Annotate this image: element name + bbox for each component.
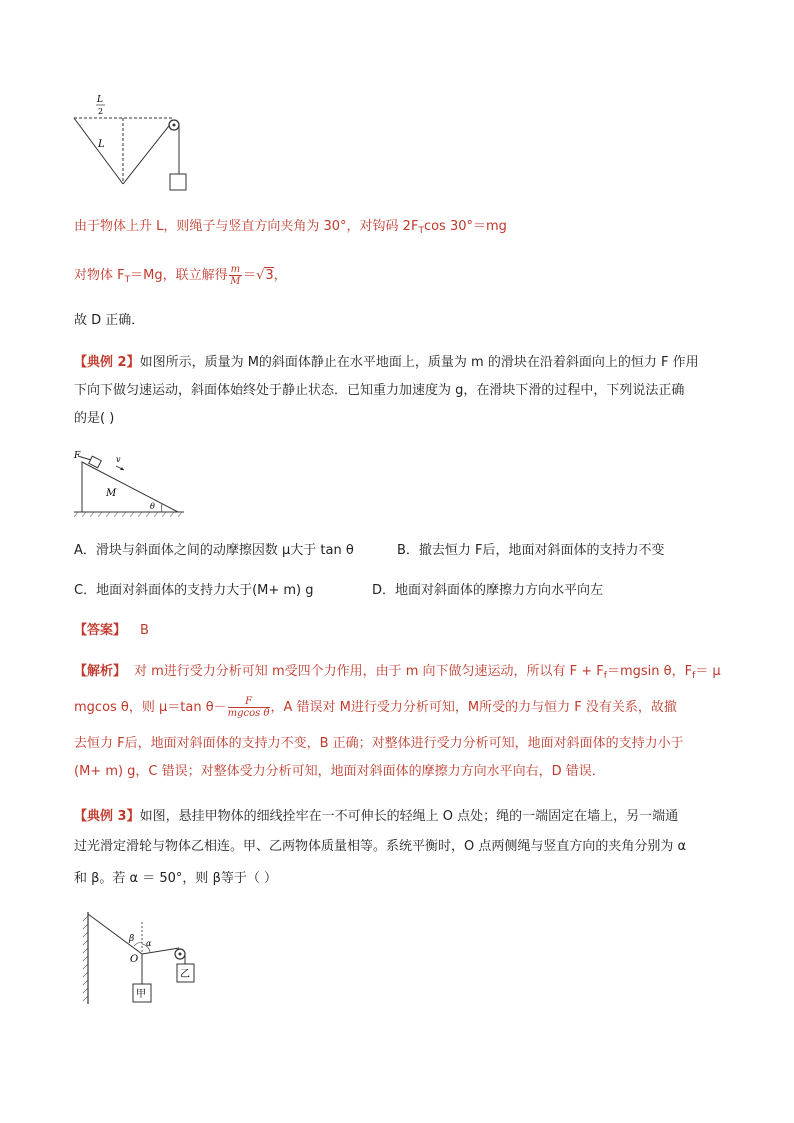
figure-wall-pulley — [76, 908, 206, 1013]
label-L: L — [98, 139, 105, 150]
analysis-line-4: (M+ m) g，C 错误；对整体受力分析可知，地面对斜面体的摩擦力方向水平向右，D 错误． — [74, 764, 605, 779]
label-half-L: L — [97, 95, 103, 105]
example2-question-line-1: 【典例 2】如图所示，质量为 M的斜面体静止在水平地面上，质量为 m 的滑块在沿着斜面向上的恒力 F 作用 — [74, 355, 699, 370]
example3-question-line-2: 过光滑定滑轮与物体乙相连。甲、乙两物体质量相等。系统平衡时，O 点两侧绳与竖直方向的夹角分别为 α — [74, 839, 687, 854]
example2-question-line-3: 的是( ) — [74, 411, 115, 426]
label-theta: θ — [150, 502, 155, 511]
label-v: v — [116, 455, 121, 464]
figure-incline — [70, 448, 190, 520]
answer-line — [74, 622, 149, 640]
example2-tag: 【典例 2】 — [74, 355, 140, 370]
solution-line-3: 故 D 正确． — [74, 313, 145, 328]
example2-question-line-2: 下向下做匀速运动，斜面体始终处于静止状态．已知重力加速度为 g，在滑块下滑的过程中，下列说法正确 — [74, 383, 685, 398]
example3-tag: 【典例 3】 — [74, 809, 140, 824]
label-jia: 甲 — [136, 989, 146, 1000]
label-half-den: 2 — [98, 107, 104, 116]
label-yi: 乙 — [180, 969, 190, 980]
answer-tag: 【答案】 — [74, 623, 127, 638]
analysis-line-3: 去恒力 F后，地面对斜面体的支持力不变，B 正确；对整体进行受力分析可知，地面对斜面体的支持力小于 — [74, 736, 684, 751]
option-D: D．地面对斜面体的摩擦力方向水平向左 — [372, 583, 604, 598]
figure-rope-pulley — [66, 92, 196, 197]
example3-question-line-1: 【典例 3】如图，悬挂甲物体的细线拴牢在一不可伸长的轻绳上 O 点处；绳的一端固定在墙上，另一端通 — [74, 809, 679, 824]
label-alpha: α — [146, 939, 152, 948]
option-C: C．地面对斜面体的支持力大于(M+ m) g — [74, 583, 314, 598]
option-A: A．滑块与斜面体之间的动摩擦因数 μ大于 tan θ — [74, 543, 354, 558]
label-M: M — [106, 488, 117, 499]
solution-line-1: 由于物体上升 L，则绳子与竖直方向夹角为 30°，对钩码 $2F_T\cos$ 30°＝mg — [74, 219, 507, 236]
analysis-line-1: 【解析】 对 m进行受力分析可知 m受四个力作用，由于 m 向下做匀速运动，所以有 $F + F_f=mgsin$ θ，$F_f= \mu$ — [74, 664, 721, 681]
answer-value: B — [140, 623, 149, 638]
label-O: O — [130, 954, 139, 965]
analysis-tag: 【解析】 — [74, 664, 127, 679]
option-B: B．撤去恒力 F后，地面对斜面体的支持力不变 — [397, 543, 665, 558]
analysis-line-2: mgcos θ，则 μ＝tan θ－ $\frac{F}{\text{mgcos θ}}$ ，A 错误对 M进行受力分析可知，M所受的力与恒力 F 没有关系，故撤 — [74, 696, 677, 719]
example3-question-line-3: 和 β。若 α ＝ 50°，则 β等于（ ） — [74, 871, 277, 886]
solution-line-2: 对物体 $F_T=Mg$，联立解得 $\frac{m}{M}$ ＝√3， — [74, 264, 287, 287]
label-F: F — [74, 451, 81, 461]
label-beta: β — [129, 934, 135, 944]
